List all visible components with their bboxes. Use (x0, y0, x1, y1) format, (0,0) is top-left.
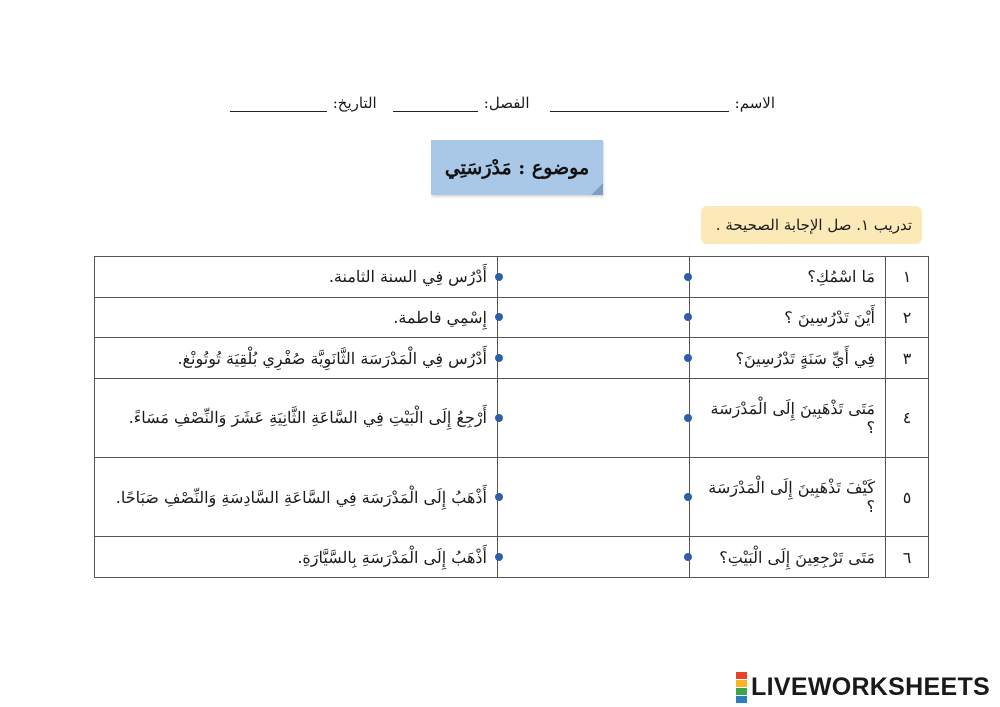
answer-text: أَرْجِعُ إِلَى الْبَيْتِ فِي السَّاعَةِ الثَّانِيَةِ عَشَرَ وَالنِّصْفِ مَسَاءً. (128, 408, 487, 428)
row-number: ١ (886, 257, 929, 298)
instruction-text: تدريب ١. صل الإجابة الصحيحة . (715, 216, 912, 234)
name-label: الاسم: (734, 94, 775, 112)
matching-space (498, 378, 690, 457)
row-number: ٤ (886, 378, 929, 457)
date-blank[interactable] (230, 97, 327, 112)
row-number: ٣ (886, 338, 929, 379)
row-number: ٦ (886, 537, 929, 578)
matching-space (498, 338, 690, 379)
question-cell (690, 297, 886, 338)
table-row (95, 458, 929, 537)
answer-cell (95, 297, 498, 338)
question-text: كَيْفَ تَذْهَبِينَ إِلَى الْمَدْرَسَة ؟ (708, 478, 875, 517)
page-title (431, 140, 603, 195)
table-row (95, 537, 929, 578)
answer-cell (95, 257, 498, 298)
question-text: مَتَى تَرْجِعِينَ إِلَى الْبَيْتِ؟ (719, 547, 875, 567)
answer-connector-dot[interactable] (495, 414, 503, 422)
question-cell (690, 537, 886, 578)
page-title-text: موضوع : مَدْرَسَتِي (444, 156, 590, 179)
matching-table (94, 256, 929, 578)
table-row (95, 297, 929, 338)
answer-cell (95, 458, 498, 537)
matching-space (498, 458, 690, 537)
question-text: مَتَى تَذْهَبِينَ إِلَى الْمَدْرَسَة ؟ (710, 398, 875, 437)
logo-text: LIVEWORKSHEETS (751, 672, 990, 701)
question-cell (690, 338, 886, 379)
name-blank[interactable] (550, 97, 729, 112)
matching-space (498, 537, 690, 578)
answer-text: أَذْهَبُ إِلَى الْمَدْرَسَةِ بِالسَّيَّارَةِ. (297, 547, 487, 567)
question-cell (690, 257, 886, 298)
question-text: مَا اسْمُكِ؟ (807, 267, 875, 287)
class-blank[interactable] (393, 97, 478, 112)
table-row (95, 257, 929, 298)
table-row (95, 338, 929, 379)
answer-text: أَذْهَبُ إِلَى الْمَدْرَسَة فِي السَّاعَةِ السَّادِسَةِ وَالنِّصْفِ صَبَاحًا. (115, 487, 487, 507)
matching-space (498, 297, 690, 338)
matching-space (498, 257, 690, 298)
answer-text: إِسْمِي فاطمة. (393, 307, 487, 327)
row-number: ٢ (886, 297, 929, 338)
question-text: أَيْنَ تَدْرُسِينَ ؟ (784, 307, 875, 327)
question-cell (690, 458, 886, 537)
answer-text: أَدْرُس فِي السنة الثامنة. (328, 267, 487, 287)
answer-text: أَدْرُس فِي الْمَدْرَسَة الثَّانَوِيَّة صُفْرِي بُلْقِيَة تُوتُونْغ. (177, 348, 487, 368)
class-label: الفصل: (483, 94, 530, 112)
logo-mark-icon (736, 672, 747, 703)
liveworksheets-logo (736, 672, 990, 702)
answer-connector-dot[interactable] (495, 273, 503, 281)
answer-connector-dot[interactable] (495, 354, 503, 362)
table-row (95, 378, 929, 457)
student-info-line (230, 88, 775, 112)
instruction-box (701, 206, 922, 244)
question-cell (690, 378, 886, 457)
answer-cell (95, 537, 498, 578)
date-label: التاريخ: (332, 94, 377, 112)
answer-cell (95, 378, 498, 457)
answer-cell (95, 338, 498, 379)
row-number: ٥ (886, 458, 929, 537)
question-text: فِي أَيِّ سَنَةٍ تَدْرُسِينَ؟ (735, 348, 875, 368)
